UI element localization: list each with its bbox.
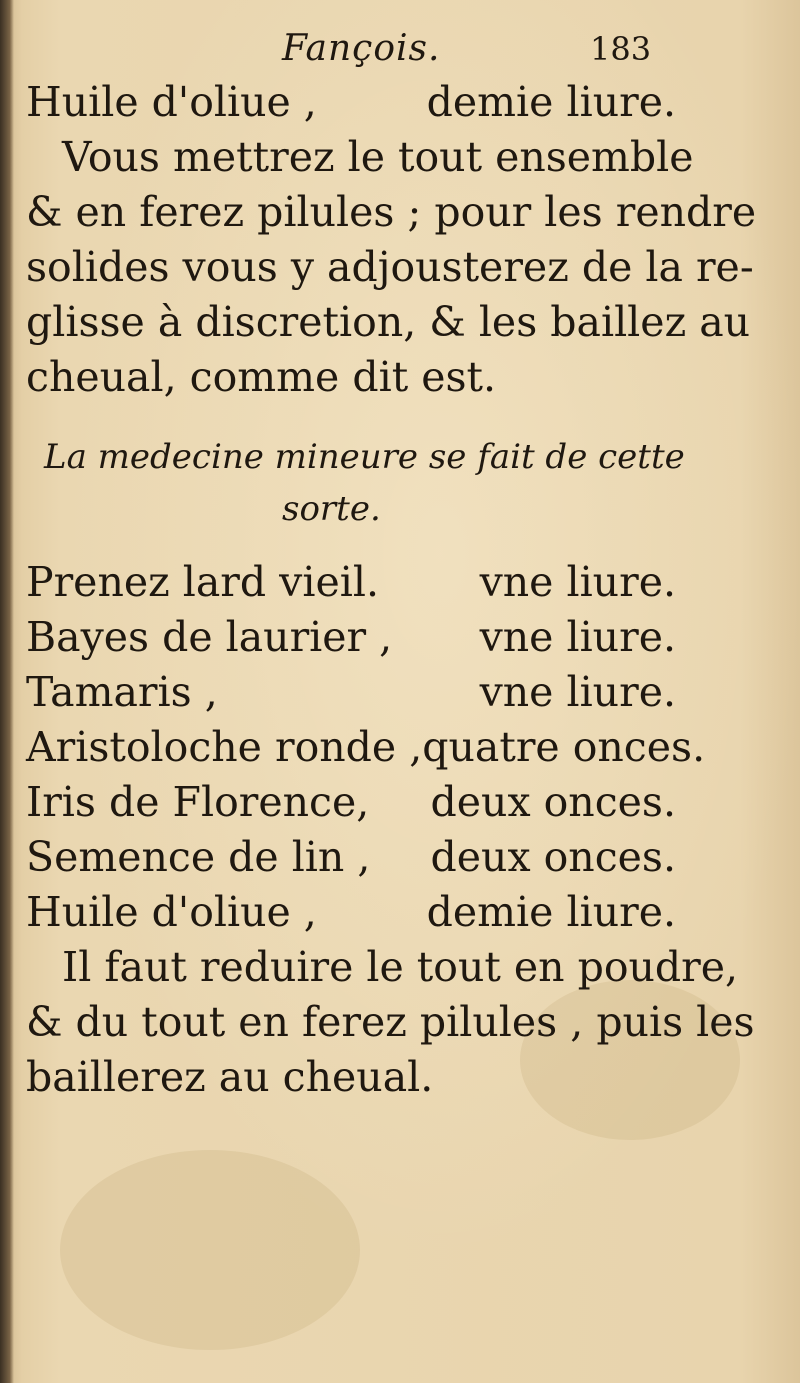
text-line: Vous mettrez le tout ensemble — [62, 133, 694, 181]
ingredient-name: Aristoloche ronde , — [26, 723, 423, 771]
ingredient-quantity: demie liure. — [426, 78, 676, 126]
section-heading-continuation: sorte. — [282, 489, 381, 529]
text-line: baillerez au cheual. — [26, 1053, 434, 1101]
ingredient-quantity: demie liure. — [426, 888, 676, 936]
ingredient-row — [26, 558, 676, 606]
ingredient-name: Semence de lin , — [26, 833, 371, 881]
text-line: Il faut reduire le tout en poudre, — [62, 943, 739, 991]
text-line: cheual, comme dit est. — [26, 353, 497, 401]
ingredient-row — [26, 668, 676, 716]
ingredient-name: Bayes de laurier , — [26, 613, 393, 661]
page-number: 183 — [590, 30, 652, 68]
ingredient-quantity: vne liure. — [479, 668, 676, 716]
ingredient-row — [26, 778, 676, 826]
ingredient-quantity: vne liure. — [479, 613, 676, 661]
ingredient-name: Huile d'oliue , — [26, 888, 317, 936]
page-header — [0, 22, 800, 82]
ingredient-quantity: vne liure. — [479, 558, 676, 606]
ingredient-row — [26, 723, 706, 771]
ingredient-name: Prenez lard vieil. — [26, 558, 379, 606]
book-gutter — [0, 0, 14, 1383]
text-line: & du tout en ferez pilules , puis les — [26, 998, 755, 1046]
text-line: solides vous y adjousterez de la re- — [26, 243, 754, 291]
ingredient-name: Iris de Florence, — [26, 778, 370, 826]
ingredient-quantity: deux onces. — [430, 833, 676, 881]
text-line: glisse à discretion, & les baillez au — [26, 298, 751, 346]
text-line: & en ferez pilules ; pour les rendre — [26, 188, 757, 236]
ingredient-quantity: deux onces. — [430, 778, 676, 826]
ingredient-row — [26, 613, 676, 661]
ingredient-row — [26, 833, 676, 881]
running-title: Fançois. — [282, 28, 441, 69]
ingredient-name: Tamaris , — [26, 668, 218, 716]
section-heading: La medecine mineure se fait de cette — [44, 437, 685, 477]
ingredient-quantity: quatre onces. — [422, 723, 706, 771]
ingredient-row — [26, 888, 676, 936]
ingredient-row — [26, 78, 676, 126]
paper-stain — [60, 1150, 360, 1350]
ingredient-name: Huile d'oliue , — [26, 78, 317, 126]
